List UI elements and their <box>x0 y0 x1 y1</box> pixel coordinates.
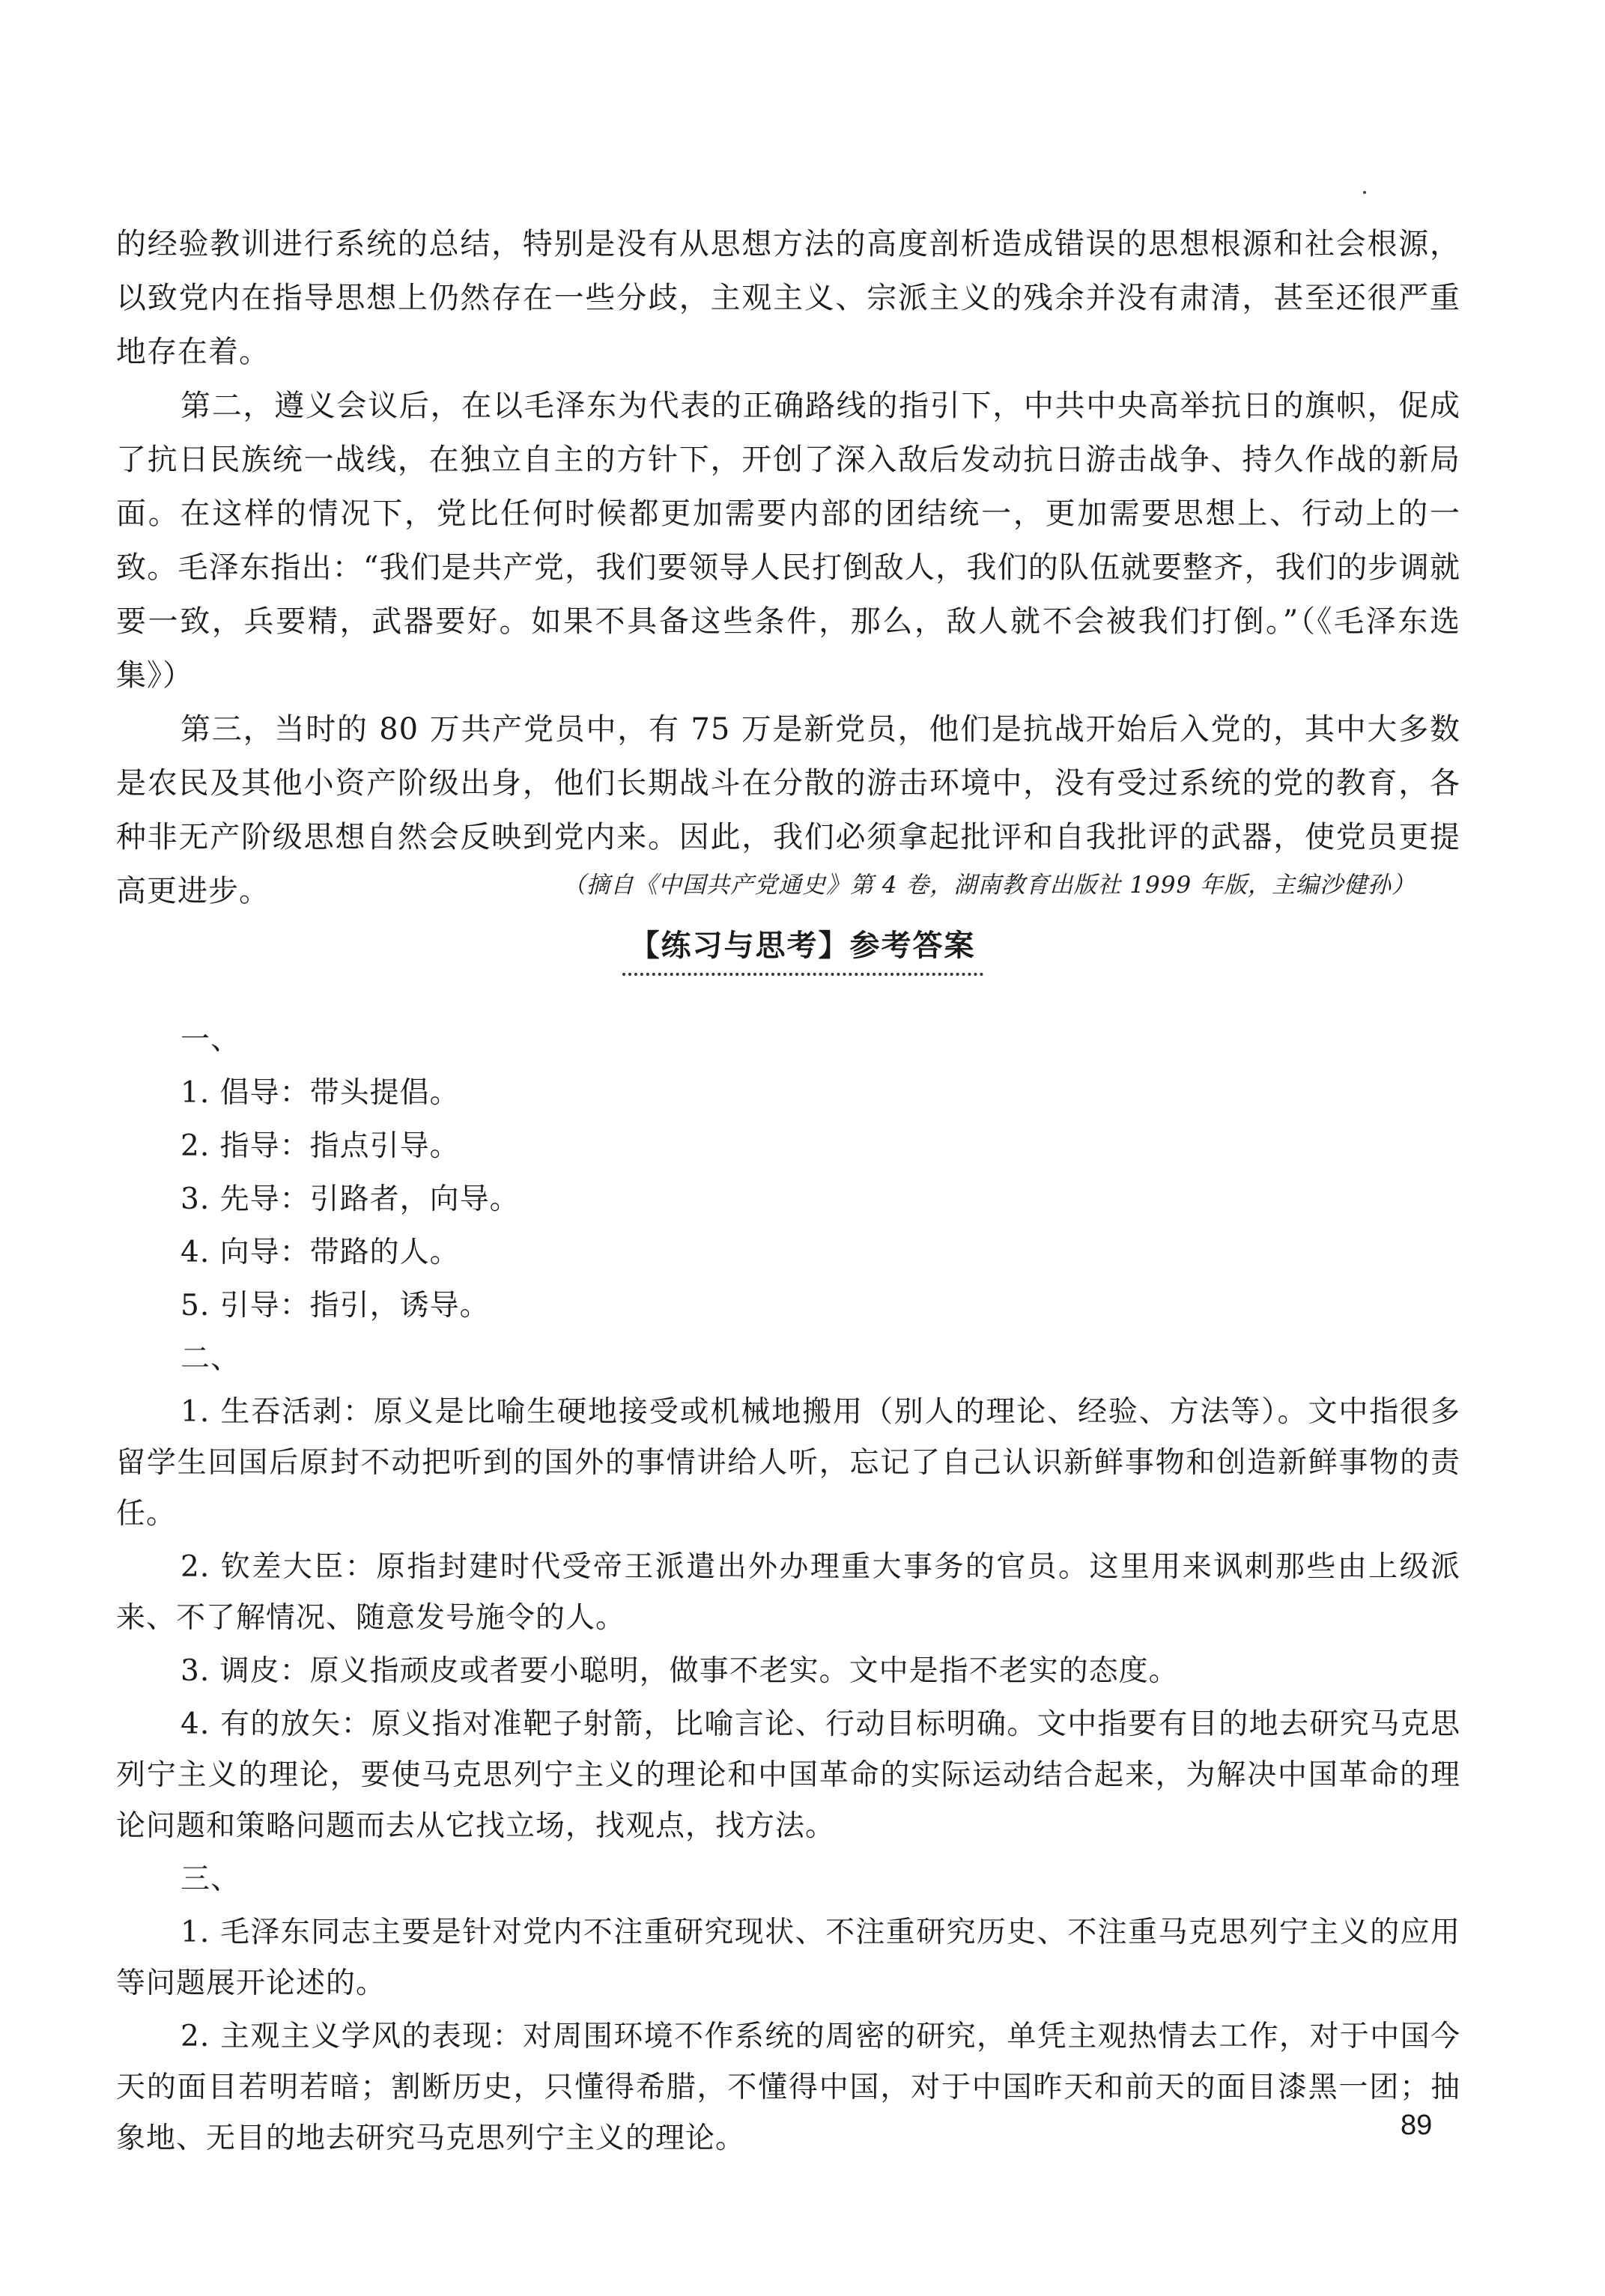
answer-item: 1. 生吞活剥：原义是比喻生硬地接受或机械地搬用（别人的理论、经验、方法等）。文中指很多留学生回国后原封不动把听到的国外的事情讲给人听，忘记了自己认识新鲜事物和创造新鲜事物的责任。 <box>116 1395 1460 1531</box>
section-heading-text: 【练习与思考】参考答案 <box>622 923 983 976</box>
part-one-label: 一、 <box>180 1023 241 1057</box>
part-two-label: 二、 <box>180 1342 241 1376</box>
paragraph-continuation: 的经验教训进行系统的总结，特别是没有从思想方法的高度剖析造成错误的思想根源和社会根源，以致党内在指导思想上仍然存在一些分歧，主观主义、宗派主义的残余并没有肃清，甚至还很严重地存在着。 <box>116 227 1460 369</box>
paragraph-third-point: 第三，当时的 80 万共产党员中，有 75 万是新党员，他们是抗战开始后入党的，其中大多数是农民及其他小资产阶级出身，他们长期战斗在分散的游击环境中，没有受过系统的党的教育，各种非无产阶级思想自然会反映到党内来。因此，我们必须拿起批评和自我批评的武器，使党员更提高更进步。 <box>116 712 1460 908</box>
answer-item: 2. 钦差大臣：原指封建时代受帝王派遣出外办理重大事务的官员。这里用来讽刺那些由上级派来、不了解情况、随意发号施令的人。 <box>116 1550 1460 1635</box>
page-number: 89 <box>1401 2110 1433 2141</box>
answer-item: 5. 引导：指引，诱导。 <box>180 1289 490 1322</box>
answer-item: 2. 主观主义学风的表现：对周围环境不作系统的周密的研究，单凭主观热情去工作，对于中国今天的面目若明若暗；割断历史，只懂得希腊，不懂得中国，对于中国昨天和前天的面目漆黑一团；抽象地、无目的地去研究马克思列宁主义的理论。 <box>116 2020 1460 2155</box>
answer-item: 1. 毛泽东同志主要是针对党内不注重研究现状、不注重研究历史、不注重马克思列宁主义的应用等问题展开论述的。 <box>116 1916 1460 2000</box>
answer-item: 3. 调皮：原义指顽皮或者要小聪明，做事不老实。文中是指不老实的态度。 <box>180 1654 1179 1688</box>
answer-section <box>116 1015 1460 2166</box>
paragraph-second-point: 第二，遵义会议后，在以毛泽东为代表的正确路线的指引下，中共中央高举抗日的旗帜，促成了抗日民族统一战线，在独立自主的方针下，开创了深入敌后发动抗日游击战争、持久作战的新局面。在这样的情况下，党比任何时候都更加需要内部的团结统一，更加需要思想上、行动上的一致。毛泽东指出：“我们是共产党，我们要领导人民打倒敌人，我们的队伍就要整齐，我们的步调就要一致，兵要精，武器要好。如果不具备这些条件，那么，敌人就不会被我们打倒。”（《毛泽东选集》） <box>116 389 1460 693</box>
scan-speck <box>1363 191 1366 194</box>
answer-item: 2. 指导：指点引导。 <box>180 1129 460 1163</box>
source-citation: （摘自《中国共产党通史》第 4 卷，湖南教育出版社 1999 年版，主编沙健孙） <box>562 872 1416 899</box>
answer-item: 4. 有的放矢：原义指对准靶子射箭，比喻言论、行动目标明确。文中指要有目的地去研究马克思列宁主义的理论，要使马克思列宁主义的理论和中国革命的实际运动结合起来，为解决中国革命的理论问题和策略问题而去从它找立场，找观点，找方法。 <box>116 1707 1460 1843</box>
part-three-label: 三、 <box>180 1862 241 1896</box>
top-section <box>116 217 1460 918</box>
answer-item: 1. 倡导：带头提倡。 <box>180 1076 460 1110</box>
answer-item: 4. 向导：带路的人。 <box>180 1236 460 1269</box>
answer-item: 3. 先导：引路者，向导。 <box>180 1182 520 1216</box>
section-heading <box>0 923 1605 976</box>
